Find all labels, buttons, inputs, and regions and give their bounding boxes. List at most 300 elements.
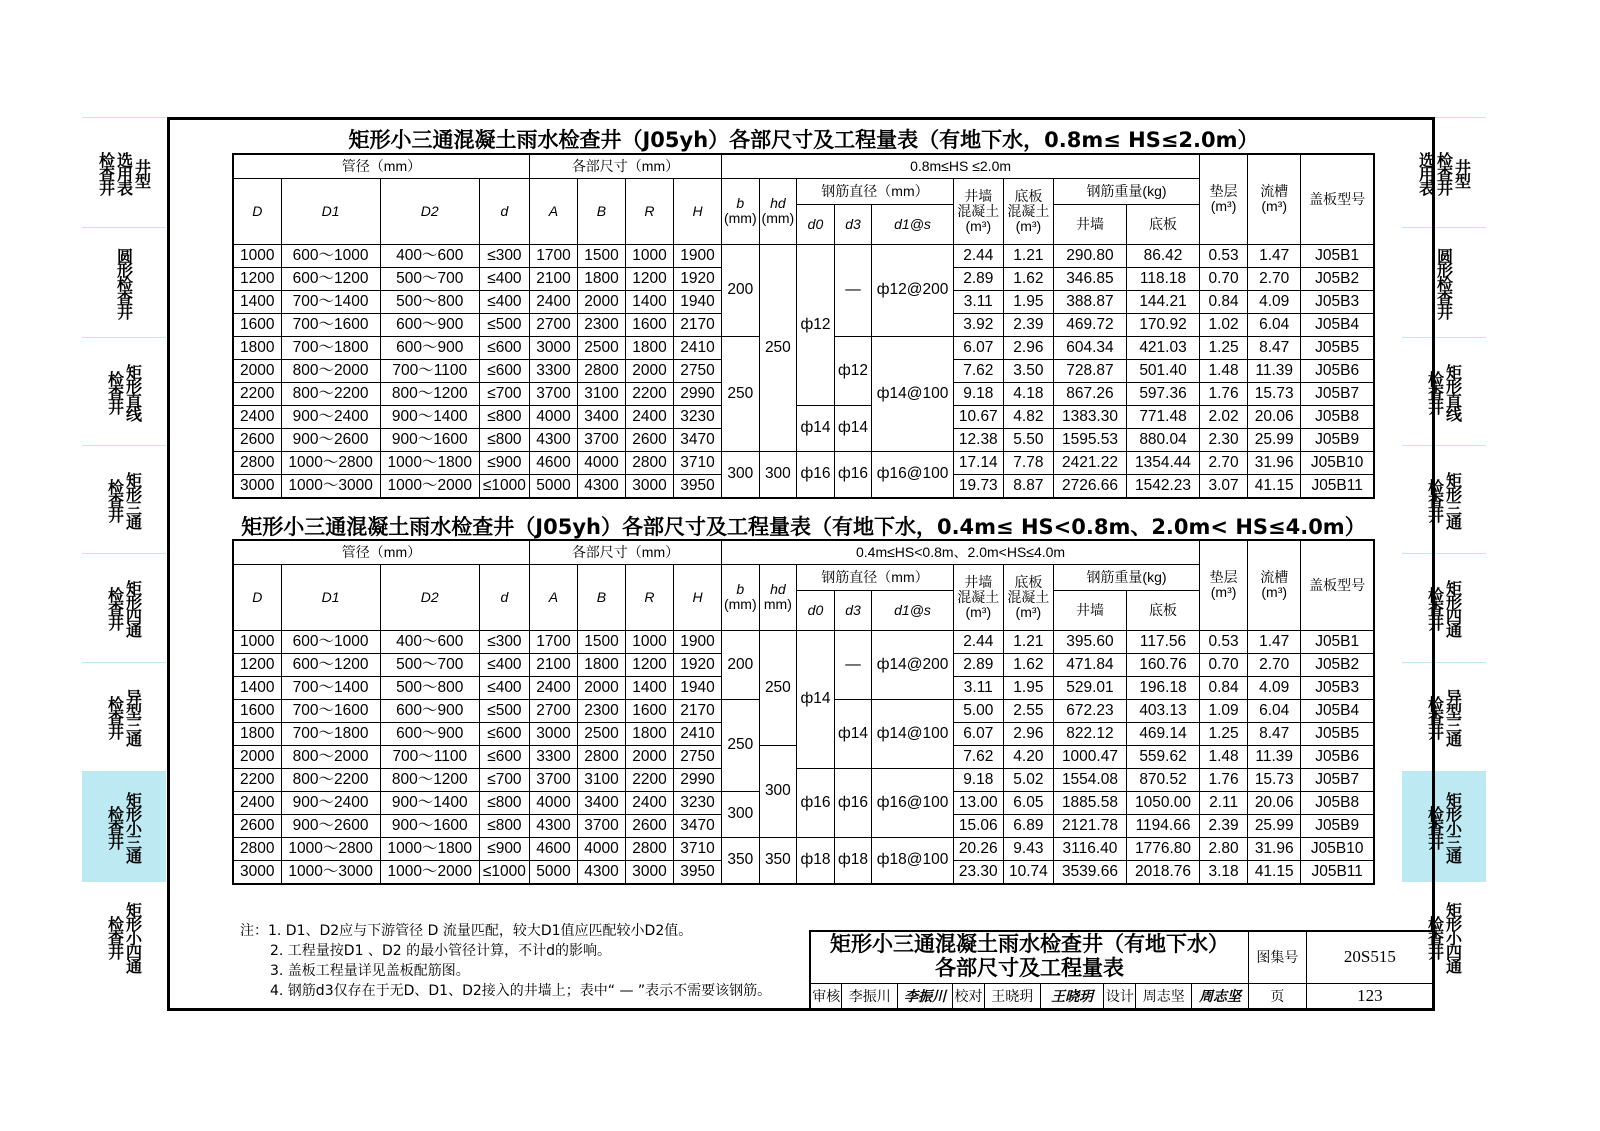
table-cell: 0.53 <box>1200 630 1248 653</box>
left-tab-1[interactable] <box>82 227 166 337</box>
table-cell: 1600 <box>233 699 281 722</box>
table-cell: 25.99 <box>1248 428 1301 451</box>
table-cell: ф18 <box>797 837 835 884</box>
table-cell: ≤400 <box>479 676 529 699</box>
table-cell: J05B10 <box>1301 451 1374 474</box>
t2-h-D1: D1 <box>281 564 380 630</box>
t1-h-d: d <box>479 178 529 244</box>
table-cell: 2.39 <box>1003 313 1053 336</box>
table-cell: 1500 <box>577 630 625 653</box>
table-cell: 2018.76 <box>1126 860 1199 884</box>
t2-h-pipe: 管径（mm） <box>233 540 529 564</box>
table-cell: 2000 <box>233 745 281 768</box>
table-cell: J05B8 <box>1301 405 1374 428</box>
table-cell: 1383.30 <box>1053 405 1126 428</box>
table-cell: 2.70 <box>1248 653 1301 676</box>
table-cell: 2000 <box>625 745 673 768</box>
tab-text: 检查井 <box>1425 696 1445 738</box>
table-row <box>233 244 1374 267</box>
tab-text: 矩形小三通 <box>123 791 143 862</box>
table-cell: J05B3 <box>1301 676 1374 699</box>
review-label: 审核 <box>810 983 842 1010</box>
table-cell: 2750 <box>673 745 721 768</box>
table-cell: 900～2400 <box>281 405 380 428</box>
table-cell: 144.21 <box>1127 290 1200 313</box>
left-tab-3[interactable] <box>82 445 166 553</box>
table-cell: 6.89 <box>1003 814 1053 837</box>
tab-text: 检查井 <box>1425 587 1445 629</box>
table-cell: J05B5 <box>1301 336 1374 359</box>
table-cell: 8.47 <box>1248 336 1301 359</box>
table-cell: 3700 <box>529 768 577 791</box>
table-cell: 1900 <box>673 630 721 653</box>
table-cell: 700～1400 <box>281 676 380 699</box>
table-cell: ф12 <box>834 336 872 405</box>
tab-text: 检查井 <box>1425 915 1445 958</box>
note-4: 4. 钢筋d3仅存在于无D、D1、D2接入的井墙上；表中“ — ”表示不需要该钢筋。 <box>270 983 772 999</box>
table-cell: ф16@100 <box>872 451 953 498</box>
t2-h-base: 底板 混凝土 (m³) <box>1003 564 1053 630</box>
table-cell: ф18@100 <box>872 837 953 884</box>
t2-h-hd: hd mm) <box>759 564 797 630</box>
note-3: 3. 盖板工程量详见盖板配筋图。 <box>270 963 470 979</box>
table-cell: 2500 <box>577 722 625 745</box>
tab-text: 矩形直线 <box>1443 363 1463 420</box>
table-cell: 1.76 <box>1200 382 1248 405</box>
table-cell: 250 <box>759 244 797 451</box>
t1-h-flow: 流槽 (m³) <box>1248 154 1301 244</box>
table-cell: 2000 <box>577 290 625 313</box>
table-cell: 2500 <box>577 336 625 359</box>
table-cell: 700～1100 <box>380 359 479 382</box>
tab-text: 矩形小四通 <box>123 901 143 972</box>
table-cell: 11.39 <box>1248 745 1301 768</box>
table-cell: 1354.44 <box>1127 451 1200 474</box>
table-cell: 0.53 <box>1200 244 1248 267</box>
reviewer-name: 李振川 <box>842 983 898 1010</box>
t2-h-cushion: 垫层 (m³) <box>1200 540 1248 630</box>
atlas-label: 图集号 <box>1248 931 1306 983</box>
table-cell: 2410 <box>673 722 721 745</box>
table-cell: 5.00 <box>953 699 1003 722</box>
tab-text: 选用表 <box>114 151 134 194</box>
table-cell: 1400 <box>625 676 673 699</box>
table-cell: 600～1000 <box>281 244 380 267</box>
tab-text: 矩形三通 <box>123 471 143 528</box>
table-cell: 2170 <box>673 699 721 722</box>
t1-h-pipe: 管径（mm） <box>233 154 529 178</box>
drawing-name: 矩形小三通混凝土雨水检查井（有地下水） 各部尺寸及工程量表 <box>810 931 1248 983</box>
table-cell: 10.67 <box>953 405 1003 428</box>
table-cell: 5000 <box>529 474 577 498</box>
table-cell: 2600 <box>233 814 281 837</box>
table-cell: 403.13 <box>1126 699 1199 722</box>
table-cell: 3100 <box>577 768 625 791</box>
table-cell: 1000～2000 <box>380 860 479 884</box>
table-row <box>233 451 1374 474</box>
table-cell: 1500 <box>577 244 625 267</box>
table-cell: 2400 <box>233 791 281 814</box>
table-cell: ≤500 <box>479 699 529 722</box>
t2-h-wall: 井墙 混凝土 (m³) <box>953 564 1003 630</box>
table-cell: 529.01 <box>1053 676 1126 699</box>
table-cell: ф18 <box>834 837 872 884</box>
table-cell: 4000 <box>577 837 625 860</box>
table-cell: ≤800 <box>479 428 529 451</box>
tab-text: 检查井 <box>1425 805 1445 848</box>
table-cell: 900～1600 <box>380 428 479 451</box>
table-cell: 1542.23 <box>1127 474 1200 498</box>
table-cell: 2400 <box>529 290 577 313</box>
table-cell: 2800 <box>625 451 673 474</box>
table-cell: 2.02 <box>1200 405 1248 428</box>
table-cell: 3400 <box>577 405 625 428</box>
table-cell: 3000 <box>625 474 673 498</box>
table-cell: 1554.08 <box>1053 768 1126 791</box>
table-cell: 11.39 <box>1248 359 1301 382</box>
table-cell: 1.48 <box>1200 359 1248 382</box>
table-cell: 2200 <box>625 768 673 791</box>
table-cell: 1000～1800 <box>380 837 479 860</box>
table-cell: 822.12 <box>1053 722 1126 745</box>
checker-signature: 王晓玥 <box>1040 983 1104 1010</box>
t1-h-cond: 0.8m≤HS ≤2.0m <box>722 154 1200 178</box>
table-cell: 15.73 <box>1248 768 1301 791</box>
table-cell: 870.52 <box>1126 768 1199 791</box>
table-cell: 86.42 <box>1127 244 1200 267</box>
table-cell: J05B4 <box>1301 699 1374 722</box>
table-cell: 2.70 <box>1248 267 1301 290</box>
table-cell: 880.04 <box>1127 428 1200 451</box>
table-cell: 3000 <box>233 860 281 884</box>
table-cell: 12.38 <box>953 428 1003 451</box>
table-row <box>233 630 1374 653</box>
table-cell: 469.72 <box>1053 313 1126 336</box>
table-cell: 9.43 <box>1003 837 1053 860</box>
table-cell: 346.85 <box>1053 267 1126 290</box>
note-1: 注：1. D1、D2应与下游管径 D 流量匹配，较大D1值应匹配较小D2值。 <box>240 923 693 939</box>
table-cell: ≤800 <box>479 791 529 814</box>
table1 <box>232 153 1375 499</box>
table-cell: 600～1200 <box>281 653 380 676</box>
table-cell: ф14@100 <box>872 336 953 451</box>
table-cell: 41.15 <box>1248 860 1301 884</box>
table-cell: 7.62 <box>953 745 1003 768</box>
table-cell: ≤800 <box>479 814 529 837</box>
table-cell: 2.89 <box>953 653 1003 676</box>
t1-h-rebar: 钢筋直径（mm） <box>797 178 954 204</box>
t2-h-R: R <box>625 564 673 630</box>
table-cell: 2121.78 <box>1053 814 1126 837</box>
table-cell: 300 <box>759 745 797 837</box>
table-cell: 3700 <box>577 814 625 837</box>
table-cell: 1000～2000 <box>380 474 479 498</box>
table-cell: 500～700 <box>380 653 479 676</box>
table-cell: ≤500 <box>479 313 529 336</box>
t2-h-D2: D2 <box>380 564 479 630</box>
table-cell: ≤900 <box>479 451 529 474</box>
left-tab-4[interactable] <box>82 553 166 662</box>
design-label: 设计 <box>1104 983 1136 1010</box>
table-cell: 6.04 <box>1248 699 1301 722</box>
table-cell: 1200 <box>233 267 281 290</box>
table-cell: 800～2000 <box>281 359 380 382</box>
table-cell: 2400 <box>625 405 673 428</box>
tab-text: 选用表 <box>1416 151 1436 194</box>
table-cell: 3700 <box>529 382 577 405</box>
table-cell: 118.18 <box>1127 267 1200 290</box>
table-cell: 1700 <box>529 244 577 267</box>
table-cell: J05B6 <box>1301 359 1374 382</box>
t2-h-d3: d3 <box>834 590 872 630</box>
table-cell: 1.25 <box>1200 336 1248 359</box>
table-cell: 2.89 <box>953 267 1003 290</box>
tab-text: 检查井 <box>105 805 125 848</box>
table-cell: 20.06 <box>1248 405 1301 428</box>
tab-text: 矩形小三通 <box>1443 791 1463 862</box>
table-cell: 2.30 <box>1200 428 1248 451</box>
table-cell: 2400 <box>529 676 577 699</box>
t1-h-cushion: 垫层 (m³) <box>1200 154 1248 244</box>
table-cell: 1700 <box>529 630 577 653</box>
table-cell: 250 <box>759 630 797 745</box>
table-cell: 4000 <box>577 451 625 474</box>
table-cell: 1000～3000 <box>281 474 380 498</box>
table-cell: 0.70 <box>1200 653 1248 676</box>
table-cell: 20.26 <box>953 837 1003 860</box>
table-cell: J05B11 <box>1301 474 1374 498</box>
table-cell: 900～1400 <box>380 405 479 428</box>
t2-h-D: D <box>233 564 281 630</box>
tab-text: 矩形三通 <box>1443 471 1463 528</box>
t1-h-d0: d0 <box>797 204 835 244</box>
table-cell: 350 <box>722 837 760 884</box>
table-cell: 1000 <box>233 244 281 267</box>
left-tab-0[interactable] <box>82 117 166 227</box>
t2-h-cond: 0.4m≤HS<0.8m、2.0m<HS≤4.0m <box>722 540 1200 564</box>
t1-h-d1s: d1@s <box>872 204 953 244</box>
table-cell: 8.87 <box>1003 474 1053 498</box>
table-cell: 4.20 <box>1003 745 1053 768</box>
tab-text: 检查井 <box>105 478 125 521</box>
table-cell: 2800 <box>577 745 625 768</box>
table-cell: ф16@100 <box>872 768 953 837</box>
table-cell: ≤800 <box>479 405 529 428</box>
table-cell: 700～1100 <box>380 745 479 768</box>
table-cell: 3.11 <box>953 290 1003 313</box>
table-cell: 15.06 <box>953 814 1003 837</box>
left-tab-5[interactable] <box>82 662 166 771</box>
table-cell: 700～1400 <box>281 290 380 313</box>
table2 <box>232 539 1375 885</box>
table-cell: 1600 <box>233 313 281 336</box>
table-cell: 672.23 <box>1053 699 1126 722</box>
table-cell: 600～1200 <box>281 267 380 290</box>
table-cell: ≤600 <box>479 722 529 745</box>
table-cell: 1400 <box>625 290 673 313</box>
table-cell: 2.44 <box>953 244 1003 267</box>
table-cell: 700～1600 <box>281 699 380 722</box>
table-row <box>233 837 1374 860</box>
table-cell: 1776.80 <box>1126 837 1199 860</box>
table-cell: 2700 <box>529 699 577 722</box>
table-cell: 4300 <box>529 428 577 451</box>
table-cell: 1.47 <box>1248 630 1301 653</box>
page-label: 页 <box>1248 983 1306 1010</box>
table-cell: ф12 <box>797 244 835 405</box>
t1-h-A: A <box>529 178 577 244</box>
table-cell: 600～900 <box>380 699 479 722</box>
table-cell: 3230 <box>673 791 721 814</box>
table-cell: 2400 <box>625 791 673 814</box>
reviewer-signature: 李振川 <box>898 983 953 1010</box>
table-cell: J05B1 <box>1301 630 1374 653</box>
table-row <box>233 405 1374 428</box>
left-tab-6[interactable] <box>82 771 166 881</box>
table-cell: 2100 <box>529 653 577 676</box>
table-cell: 728.87 <box>1053 359 1126 382</box>
table-cell: 1.95 <box>1003 676 1053 699</box>
table-cell: 4300 <box>529 814 577 837</box>
table-cell: 1800 <box>625 722 673 745</box>
table-cell: 2.70 <box>1200 451 1248 474</box>
table-cell: 0.84 <box>1200 290 1248 313</box>
table-cell: 2170 <box>673 313 721 336</box>
table-cell: ≤900 <box>479 837 529 860</box>
t1-h-wall: 井墙 混凝土 (m³) <box>953 178 1003 244</box>
table-cell: 1050.00 <box>1126 791 1199 814</box>
table-cell: 1600 <box>625 699 673 722</box>
table-cell: ≤600 <box>479 745 529 768</box>
table-cell: 2300 <box>577 313 625 336</box>
table-cell: 3000 <box>529 722 577 745</box>
table-cell: 1.25 <box>1200 722 1248 745</box>
table-cell: 1595.53 <box>1053 428 1126 451</box>
t1-h-d3: d3 <box>834 204 872 244</box>
table-cell: 395.60 <box>1053 630 1126 653</box>
table-cell: J05B8 <box>1301 791 1374 814</box>
table-cell: 1.48 <box>1200 745 1248 768</box>
tab-text: 异型三通 <box>1443 689 1463 745</box>
table-cell: 290.80 <box>1053 244 1126 267</box>
table-cell: ф14 <box>834 699 872 768</box>
table-cell: 4000 <box>529 791 577 814</box>
table-cell: 6.04 <box>1248 313 1301 336</box>
table-cell: 2000 <box>625 359 673 382</box>
table-cell: ≤600 <box>479 359 529 382</box>
table-cell: ≤700 <box>479 382 529 405</box>
t2-h-dims: 各部尺寸（mm） <box>529 540 721 564</box>
table-cell: 5000 <box>529 860 577 884</box>
table-cell: J05B7 <box>1301 768 1374 791</box>
t2-h-rebar: 钢筋直径（mm） <box>797 564 954 590</box>
table-cell: 1600 <box>625 313 673 336</box>
table-cell: 900～2400 <box>281 791 380 814</box>
table-cell: 800～2200 <box>281 382 380 405</box>
table-cell: 5.02 <box>1003 768 1053 791</box>
table-cell: ф16 <box>797 768 835 837</box>
table-cell: ≤400 <box>479 267 529 290</box>
table-cell: 800～1200 <box>380 382 479 405</box>
table-cell: 400～600 <box>380 244 479 267</box>
tab-text: 检查井 <box>96 151 116 194</box>
table-cell: 1885.58 <box>1053 791 1126 814</box>
table-cell: J05B4 <box>1301 313 1374 336</box>
table-cell: 15.73 <box>1248 382 1301 405</box>
table-cell: 2.39 <box>1200 814 1248 837</box>
table-cell: 9.18 <box>953 382 1003 405</box>
t2-h-d: d <box>479 564 529 630</box>
t2-h-b: b (mm) <box>722 564 760 630</box>
table-cell: 1920 <box>673 267 721 290</box>
table-cell: 500～800 <box>380 290 479 313</box>
table-cell: 7.62 <box>953 359 1003 382</box>
table-cell: 3539.66 <box>1053 860 1126 884</box>
table-cell: 3950 <box>673 474 721 498</box>
table-cell: 0.70 <box>1200 267 1248 290</box>
table-cell: 1000～1800 <box>380 451 479 474</box>
table-cell: 1800 <box>233 722 281 745</box>
table-row <box>233 768 1374 791</box>
table-cell: 1400 <box>233 290 281 313</box>
tab-text: 矩形直线 <box>123 363 143 420</box>
t2-h-weight: 钢筋重量(kg) <box>1053 564 1199 590</box>
table-cell: ≤700 <box>479 768 529 791</box>
table-cell: 600～900 <box>380 336 479 359</box>
table-cell: 1800 <box>233 336 281 359</box>
table-cell: J05B7 <box>1301 382 1374 405</box>
table-cell: 500～800 <box>380 676 479 699</box>
table-cell: 2.55 <box>1003 699 1053 722</box>
table-cell: 1000～2800 <box>281 451 380 474</box>
table-cell: 1200 <box>625 267 673 290</box>
table-cell: 900～2600 <box>281 814 380 837</box>
table-cell: 6.07 <box>953 336 1003 359</box>
t1-h-dims: 各部尺寸（mm） <box>529 154 721 178</box>
table2-title: 矩形小三通混凝土雨水检查井（J05yh）各部尺寸及工程量表（有地下水，0.4m≤ HS<0.8m、2.0m< HS≤4.0m） <box>241 515 1366 539</box>
table-cell: 1.02 <box>1200 313 1248 336</box>
table-cell: 4.18 <box>1003 382 1053 405</box>
table-cell: 1940 <box>673 676 721 699</box>
tab-text: 圆形检查井 <box>114 247 134 318</box>
table-cell: 501.40 <box>1127 359 1200 382</box>
left-tab-2[interactable] <box>82 337 166 445</box>
notes <box>240 921 771 1001</box>
t1-h-weight-base: 底板 <box>1127 204 1200 244</box>
table-cell: J05B1 <box>1301 244 1374 267</box>
table-cell: 604.34 <box>1053 336 1126 359</box>
table-cell: 388.87 <box>1053 290 1126 313</box>
table-cell: 20.06 <box>1248 791 1301 814</box>
table-cell: ф14@200 <box>872 630 953 699</box>
table-cell: 700～1600 <box>281 313 380 336</box>
table-cell: 1.95 <box>1003 290 1053 313</box>
table-cell: 2.96 <box>1003 336 1053 359</box>
table-cell: 160.76 <box>1126 653 1199 676</box>
table-cell: 4.82 <box>1003 405 1053 428</box>
table-cell: 3.11 <box>953 676 1003 699</box>
left-tab-7[interactable] <box>82 881 166 991</box>
table-cell: 3.07 <box>1200 474 1248 498</box>
tab-text: 检查井 <box>105 370 125 413</box>
table-cell: 4300 <box>577 860 625 884</box>
table-cell: 469.14 <box>1126 722 1199 745</box>
t1-h-B: B <box>577 178 625 244</box>
table-cell: 559.62 <box>1126 745 1199 768</box>
table-cell: J05B10 <box>1301 837 1374 860</box>
table-cell: 1800 <box>625 336 673 359</box>
table-cell: 2421.22 <box>1053 451 1126 474</box>
